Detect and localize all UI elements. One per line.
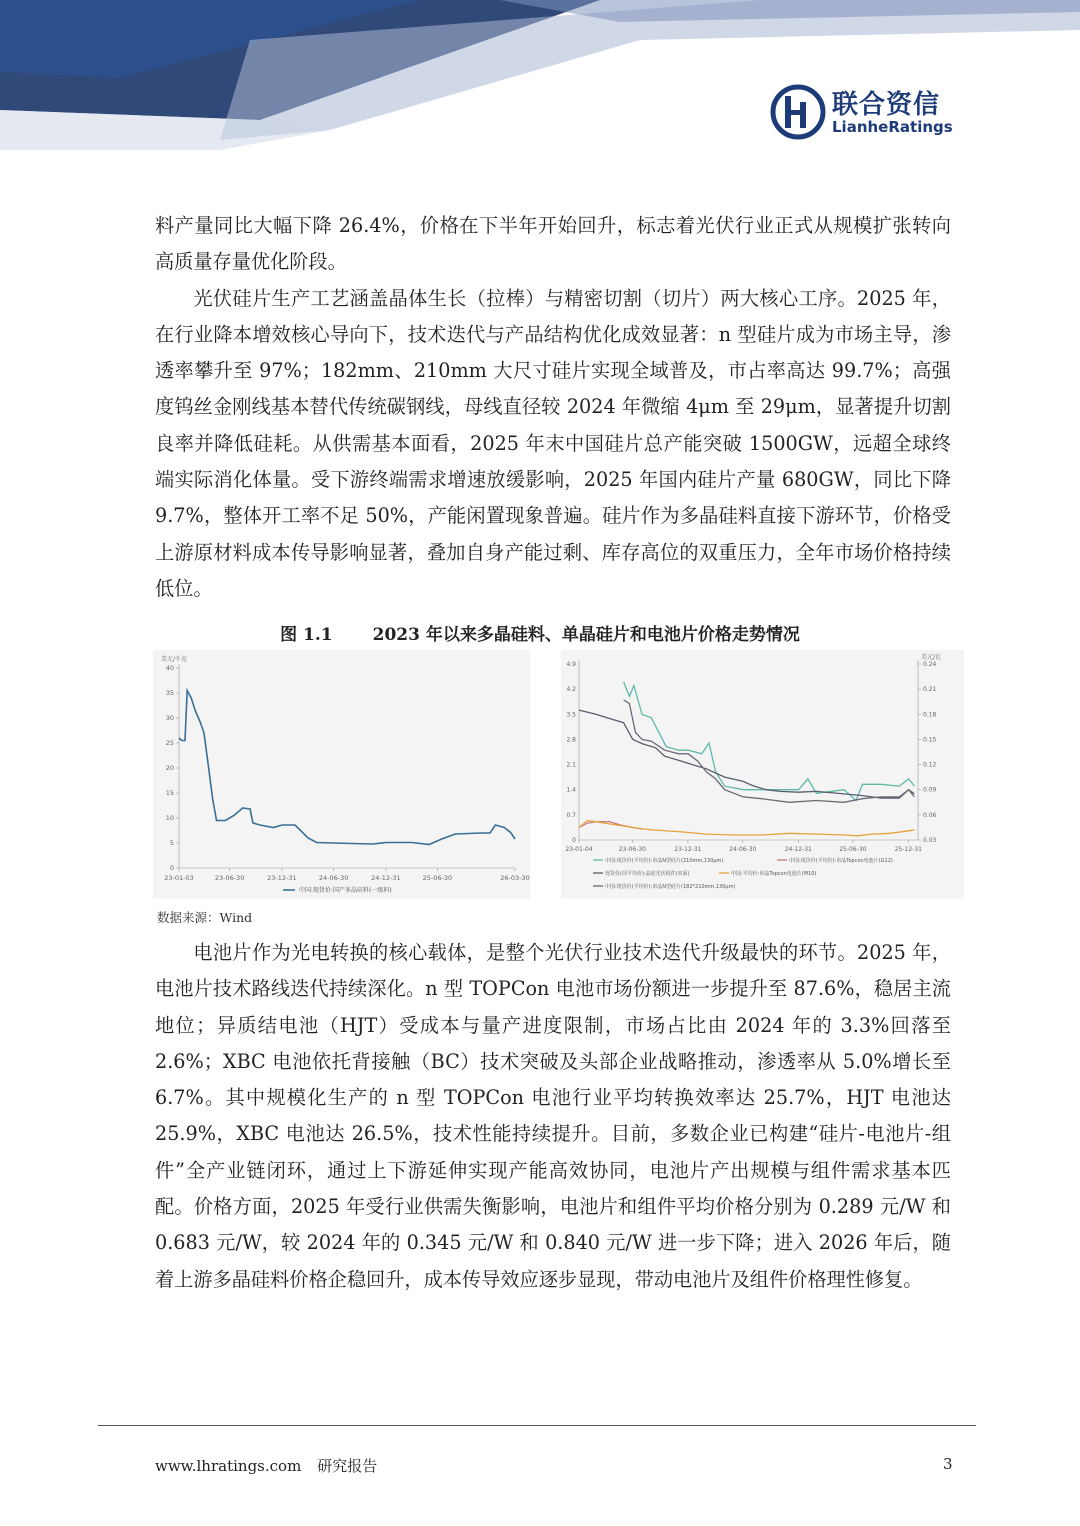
y-left-tick-label: 1.4 bbox=[566, 786, 576, 794]
y-left-tick-label: 2.1 bbox=[566, 761, 576, 769]
y-tick-label: 30 bbox=[165, 714, 174, 722]
company-logo bbox=[770, 82, 970, 144]
body-text-top bbox=[155, 208, 951, 607]
y-right-tick-label: 0.21 bbox=[923, 686, 937, 694]
chart-left-svg bbox=[153, 650, 530, 899]
y-right-tick-label: 0.06 bbox=[923, 811, 937, 819]
x-tick-label: 26-03-30 bbox=[500, 874, 530, 882]
series-line bbox=[624, 700, 915, 802]
footer-label: 研究报告 bbox=[317, 1457, 378, 1475]
legend-label: 中国:现货价:国产多晶硅料(一级料) bbox=[299, 887, 392, 894]
y-tick-label: 25 bbox=[165, 739, 174, 747]
figure-caption: 2023 年以来多晶硅料、单晶硅片和电池片价格走势情况 bbox=[372, 625, 800, 645]
footer-divider bbox=[98, 1425, 976, 1426]
series-line bbox=[579, 821, 914, 836]
y-tick-label: 10 bbox=[165, 814, 174, 822]
y-left-tick-label: 4.9 bbox=[566, 661, 576, 668]
x-tick-label: 23-06-30 bbox=[214, 874, 245, 882]
figure-source: 数据来源：Wind bbox=[157, 910, 253, 925]
paragraph: 电池片作为光电转换的核心载体，是整个光伏行业技术迭代升级最快的环节。2025 年，电池片技术路线迭代持续深化。n 型 TOPCon 电池市场份额进一步提升至 87.6%，稳居主流地位；异质结电池（HJT）受成本与量产进度限制，市场占比由 2024 年的 3.3%回落至 2.6%；XBC 电池依托背接触（BC）技术突破及头部企业战略推动，渗透率从 5.0%增长至 6.7%。其中规模化生产的 n 型 TOPCon 电池行业平均转换效率达 25.7%，HJT 电池达 25.9%，XBC 电池达 26.5%，技术性能持续提升。目前，多数企业已构建“硅片-电池片-组件”全产业链闭环，通过上下游延伸实现产能高效协同，电池片产出规模与组件需求基本匹配。价格方面，2025 年受行业供需失衡影响，电池片和组件平均价格分别为 0.289 元/W 和 0.683 元/W，较 2024 年的 0.345 元/W 和 0.840 元/W 进一步下降；进入 2026 年后，随着上游多晶硅料价格企稳回升，成本传导效应逐步显现，带动电池片及组件价格理性修复。 bbox=[155, 941, 951, 1291]
series-line bbox=[624, 682, 915, 801]
legend-label: 中国:平均价:单晶Topcon电池片(M10) bbox=[731, 871, 817, 877]
y-tick-label: 0 bbox=[169, 864, 174, 872]
x-tick-label: 24-06-30 bbox=[318, 874, 349, 882]
x-tick-label: 23-01-04 bbox=[565, 846, 593, 853]
y-tick-label: 40 bbox=[165, 664, 174, 672]
y-left-tick-label: 2.8 bbox=[566, 736, 576, 744]
x-tick-label: 23-06-30 bbox=[618, 846, 647, 853]
chart-polysilicon-price bbox=[153, 650, 530, 899]
y-right-tick-label: 0.15 bbox=[923, 736, 937, 744]
y-right-tick-label: 0.18 bbox=[923, 711, 937, 719]
x-tick-label: 24-12-31 bbox=[371, 874, 401, 882]
legend-label: 现货价(周平均价):晶硅光伏组件(双面) bbox=[605, 871, 690, 877]
chart-wafer-cell-price bbox=[561, 650, 964, 899]
paragraph: 料产量同比大幅下降 26.4%，价格在下半年开始回升，标志着光伏行业正式从规模扩张转向高质量存量优化阶段。 bbox=[155, 214, 951, 274]
paragraph: 光伏硅片生产工艺涵盖晶体生长（拉棒）与精密切割（切片）两大核心工序。2025 年，在行业降本增效核心导向下，技术迭代与产品结构优化成效显著：n 型硅片成为市场主导，渗透率攀升至 97%；182mm、210mm 大尺寸硅片实现全域普及，市占率高达 99.7%；高强度钨丝金刚线基本替代传统碳钢线，母线直径较 2024 年微缩 4μm 至 29μm，显著提升切割良率并降低硅耗。从供需基本面看，2025 年末中国硅片总产能突破 1500GW，远超全球终端实际消化体量。受下游终端需求增速放缓影响，2025 年国内硅片产量 680GW，同比下降 9.7%，整体开工率不足 50%，产能闲置现象普遍。硅片作为多晶硅料直接下游环节，价格受上游原材料成本传导影响显著，叠加自身产能过剩、库存高位的双重压力，全年市场价格持续低位。 bbox=[155, 286, 951, 600]
x-tick-label: 24-12-31 bbox=[784, 846, 812, 853]
legend-label: 中国:现货价(平均价):单晶N型硅片(182*210mm,130μm) bbox=[605, 884, 736, 890]
y-tick-label: 15 bbox=[165, 789, 174, 797]
x-tick-label: 25-06-30 bbox=[839, 846, 867, 853]
y-axis-unit: 美元/千克 bbox=[161, 656, 188, 663]
y-left-tick-label: 3.5 bbox=[566, 711, 576, 719]
y-right-tick-label: 0.03 bbox=[923, 837, 937, 844]
legend-label: 中国:现货价(平均价):单晶N型硅片(210mm,130μm) bbox=[605, 858, 724, 864]
y-right-unit: 美元/瓦 bbox=[921, 654, 942, 661]
logo-en-text: LianheRatings bbox=[832, 118, 953, 136]
x-tick-label: 23-12-31 bbox=[267, 874, 297, 882]
y-left-tick-label: 0 bbox=[572, 837, 576, 844]
x-tick-label: 25-06-30 bbox=[422, 874, 453, 882]
body-text-bottom bbox=[155, 935, 951, 1298]
y-tick-label: 35 bbox=[165, 689, 174, 697]
y-left-tick-label: 4.2 bbox=[566, 686, 576, 694]
footer-left bbox=[155, 1455, 393, 1476]
footer-url: www.lhratings.com bbox=[155, 1457, 302, 1475]
y-right-tick-label: 0.12 bbox=[923, 761, 937, 769]
x-tick-label: 24-06-30 bbox=[729, 846, 757, 853]
figure-number: 图 1.1 bbox=[280, 625, 333, 645]
x-tick-label: 23-12-31 bbox=[674, 846, 702, 853]
y-tick-label: 5 bbox=[169, 839, 174, 847]
legend-label: 中国:现货价(平均价):单晶Topcon电池片(G12) bbox=[789, 858, 893, 864]
logo-cn-text: 联合资信 bbox=[832, 90, 941, 120]
y-tick-label: 20 bbox=[165, 764, 174, 772]
chart-right-svg bbox=[561, 650, 964, 899]
logo-mark-icon bbox=[770, 84, 826, 140]
x-tick-label: 23-01-03 bbox=[164, 874, 194, 882]
figure-title bbox=[0, 620, 1080, 645]
x-tick-label: 25-12-31 bbox=[894, 846, 922, 853]
y-right-tick-label: 0.24 bbox=[923, 661, 937, 668]
y-right-tick-label: 0.09 bbox=[923, 786, 937, 794]
series-line bbox=[179, 691, 515, 845]
page-number: 3 bbox=[943, 1455, 953, 1473]
y-left-tick-label: 0.7 bbox=[566, 811, 576, 819]
